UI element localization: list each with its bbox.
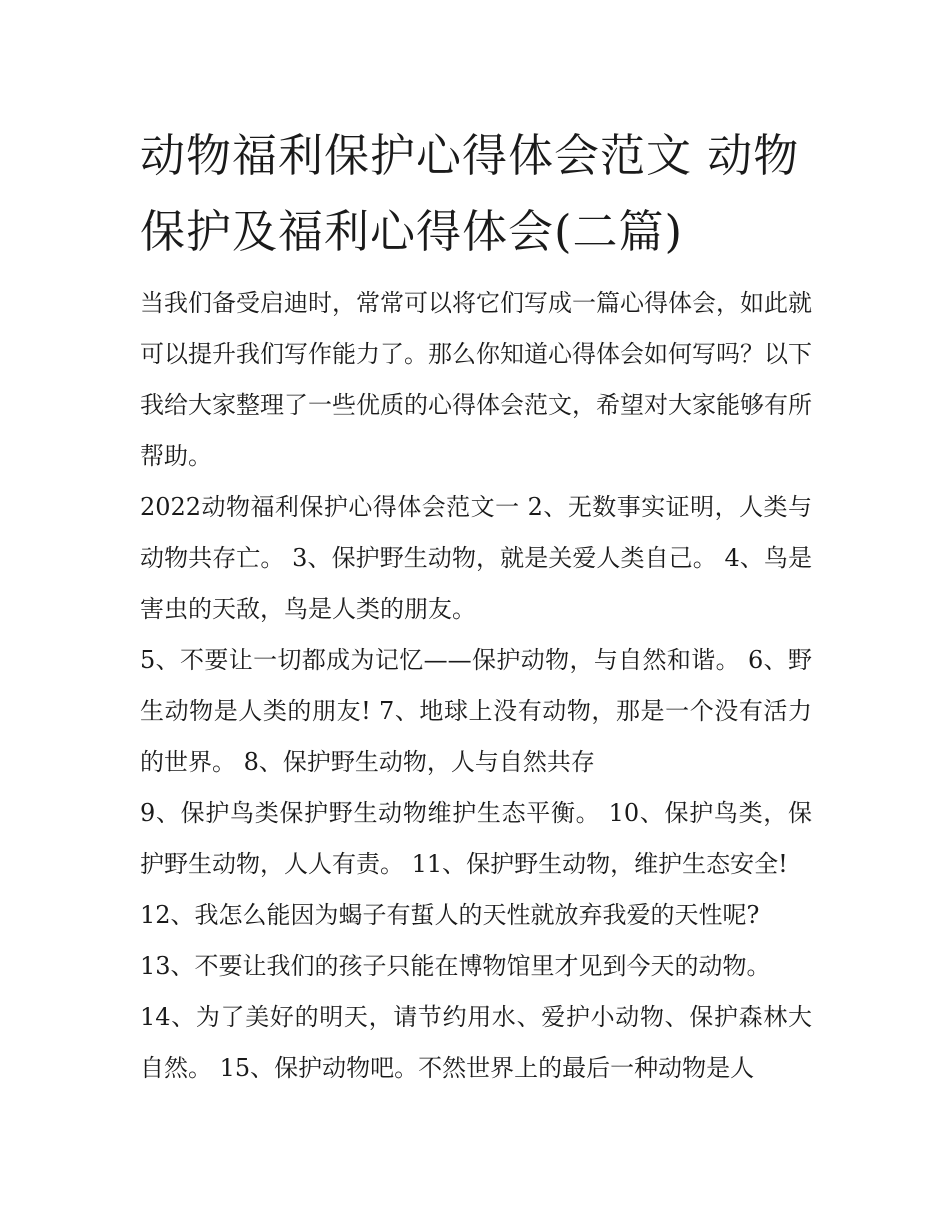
slogan-paragraph: 14、为了美好的明天，请节约用水、爱护小动物、保护森林大自然。 15、保护动物吧。不然世界上的最后一种动物是人 xyxy=(140,1003,812,1082)
document-page xyxy=(140,118,812,1094)
slogan-paragraph: 9、保护鸟类保护野生动物维护生态平衡。 10、保护鸟类，保护野生动物，人人有责。 11、保护野生动物，维护生态安全! xyxy=(140,799,812,878)
slogan-paragraph: 13、不要让我们的孩子只能在博物馆里才见到今天的动物。 xyxy=(140,952,771,980)
slogan-paragraph: 12、我怎么能因为蝎子有蜇人的天性就放弃我爱的天性呢? xyxy=(140,901,760,929)
document-title: 动物福利保护心得体会范文 动物保护及福利心得体会(二篇) xyxy=(140,129,800,258)
slogan-paragraph: 5、不要让一切都成为记忆——保护动物，与自然和谐。 6、野生动物是人类的朋友! 7、地球上没有动物，那是一个没有活力的世界。 8、保护野生动物，人与自然共存 xyxy=(140,646,812,776)
slogan-paragraph: 2022动物福利保护心得体会范文一 2、无数事实证明，人类与动物共存亡。 3、保护野生动物，就是关爱人类自己。 4、鸟是害虫的天敌，鸟是人类的朋友。 xyxy=(140,493,812,623)
intro-paragraph: 当我们备受启迪时，常常可以将它们写成一篇心得体会，如此就可以提升我们写作能力了。那么你知道心得体会如何写吗？以下我给大家整理了一些优质的心得体会范文，希望对大家能够有所帮助。 xyxy=(140,289,812,470)
